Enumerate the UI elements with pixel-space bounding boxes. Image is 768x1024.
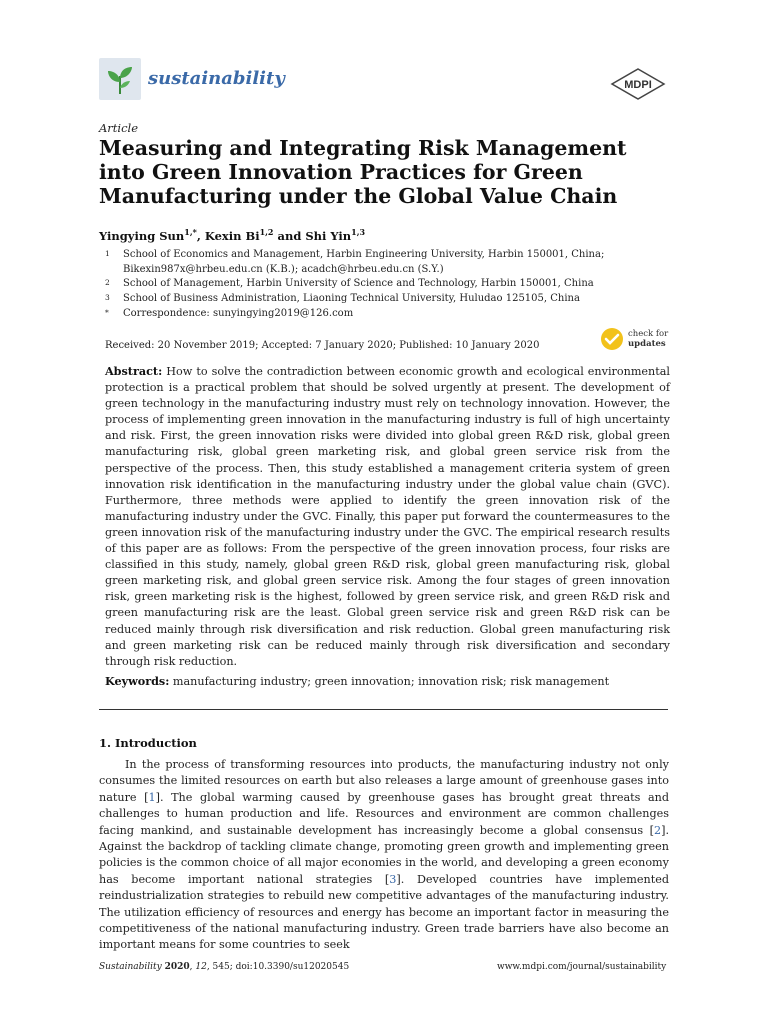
publisher-name: MDPI <box>624 79 652 91</box>
author: Yingying Sun <box>99 228 185 243</box>
footer-citation: Sustainability 2020, 12, 545; doi:10.3390/su12020545 <box>99 962 350 972</box>
keywords-text: manufacturing industry; green innovation; innovation risk; risk management <box>172 675 610 688</box>
section-heading: 1. Introduction <box>99 736 197 750</box>
check-updates-line1: check for <box>628 329 669 339</box>
correspondence-text: Correspondence: sunyingying2019@126.com <box>123 308 354 319</box>
publication-dates: Received: 20 November 2019; Accepted: 7 January 2020; Published: 10 January 2020 <box>105 340 540 351</box>
article-type-label: Article <box>99 121 139 135</box>
author-separator: and <box>273 228 306 243</box>
keywords-label: Keywords: <box>105 674 170 688</box>
affiliation-number: 3 <box>105 293 110 302</box>
author-affil-sup: 1,3 <box>351 227 366 237</box>
keywords <box>105 674 670 688</box>
author-list <box>99 227 365 243</box>
citation-link[interactable]: 3 <box>389 872 397 886</box>
affiliation <box>105 247 665 277</box>
intro-text: ]. Against the backdrop of tackling climate change, promoting green growth and implementing green policies is the common choice of all major economies in the world, and developing a green economy has become important national strategies [ <box>99 823 669 886</box>
citation-link[interactable]: 2 <box>653 823 662 837</box>
affiliation-number: 2 <box>105 278 110 287</box>
journal-name: sustainability <box>148 68 285 89</box>
publisher-logo <box>610 68 666 100</box>
affiliation <box>105 276 665 291</box>
footer-volume: 12 <box>195 962 207 972</box>
section-divider <box>99 709 668 710</box>
author-separator: , <box>196 228 205 243</box>
author-affil-sup: 1,* <box>184 227 197 237</box>
check-for-updates-text[interactable] <box>628 329 668 349</box>
author: Kexin Bi <box>204 228 260 243</box>
affiliation-number: * <box>105 308 109 317</box>
affiliation-text: School of Economics and Management, Harbin Engineering University, Harbin 150001, China; Bikexin987x@hrbeu.edu.cn (K.B.); acadch@hrbeu.edu.cn (S.Y.) <box>123 249 605 275</box>
affiliation-text: School of Business Administration, Liaoning Technical University, Huludao 125105, China <box>123 293 580 304</box>
correspondence <box>105 306 665 321</box>
footer-doi: , 545; doi:10.3390/su12020545 <box>206 962 350 972</box>
footer-year: 2020 <box>164 962 190 972</box>
journal-logo <box>99 58 141 100</box>
footer-journal: Sustainability <box>99 962 162 972</box>
intro-text: ]. The global warming caused by greenhouse gases has brought great threats and challenges to human production and life. Resources and environment are common challenges facing mankind, and sustainable development has increasingly become a global consensus [ <box>99 790 669 837</box>
check-updates-line2: updates <box>628 339 666 349</box>
abstract-label: Abstract: <box>105 364 163 378</box>
sprout-icon <box>99 58 141 100</box>
affiliation-text: School of Management, Harbin University of Science and Technology, Harbin 150001, China <box>123 278 594 289</box>
intro-paragraph <box>99 757 669 954</box>
abstract-text: How to solve the contradiction between economic growth and ecological environmental protection is a practical problem that should be solved urgently at present. The development of green technology in the manufacturing industry must rely on technology innovation. However, the process of implementing green innovation in the manufacturing industry is full of high uncertainty and risk. First, the green innovation risks were divided into global green R&D risk, global green manufacturing risk, global green marketing risk, and global green service risk from the perspective of the process. Then, this study established a management criteria system of green innovation risk identification in the manufacturing industry under the global value chain (GVC). Furthermore, three methods were applied to identify the green innovation risk of the manufacturing industry under the GVC. Finally, this paper put forward the countermeasures to the green innovation risk of the manufacturing industry under the GVC. The empirical research results of this paper are as follows: From the perspective of the green innovation process, four risks are classified in this study, namely, global green R&D risk, global green manufacturing risk, global green marketing risk, and global green service risk. Among the four stages of green innovation risk, green marketing risk is the highest, followed by green service risk, and green R&D risk and green manufacturing risk are the least. Global green service risk and green R&D risk can be reduced mainly through risk diversification and risk reduction. Global green manufacturing risk and green marketing risk can be reduced mainly through risk diversification and secondary through risk reduction. <box>105 365 670 668</box>
abstract <box>105 363 670 670</box>
citation-link[interactable]: 1 <box>148 790 156 804</box>
affiliation <box>105 291 665 306</box>
affiliation-number: 1 <box>105 249 110 258</box>
footer-url[interactable]: www.mdpi.com/journal/sustainability <box>497 962 667 972</box>
paper-title: Measuring and Integrating Risk Management into Green Innovation Practices for Green Manufacturing under the Global Value Chain <box>99 136 627 208</box>
author: Shi Yin <box>305 228 352 243</box>
intro-text: In the process of transforming resources into products, the manufacturing industry not only consumes the limited resources on earth but also releases a large amount of greenhouse gases into nature [ <box>99 758 669 804</box>
intro-text: ]. Developed countries have implemented reindustrialization strategies to rebuild new competitive advantages of the manufacturing industry. The utilization efficiency of resources and energy has become an important factor in measuring the competitiveness of the national manufacturing industry. Green trade barriers have also become an important means for some countries to seek <box>99 872 669 952</box>
author-affil-sup: 1,2 <box>259 227 274 237</box>
check-updates-icon <box>600 327 624 351</box>
